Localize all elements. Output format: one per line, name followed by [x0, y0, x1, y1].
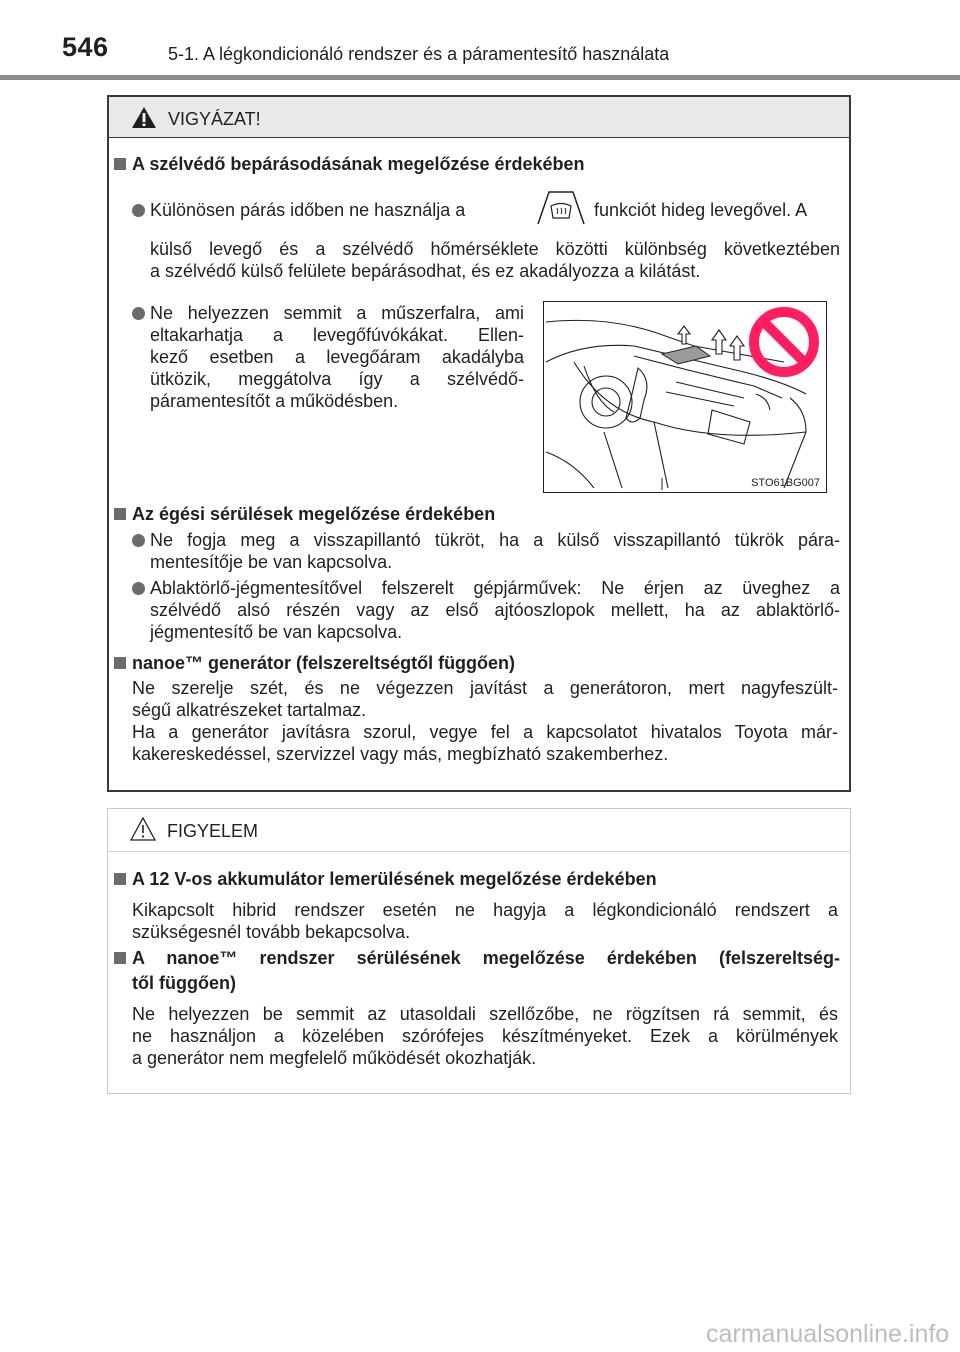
section-marker — [114, 158, 126, 170]
bullet-text: eltakarhatja a levegőfúvókákat. Ellen- — [150, 325, 524, 345]
body-text: a generátor nem megfelelő működését okozhatják. — [132, 1048, 537, 1068]
warning-triangle-icon — [131, 106, 157, 134]
section-marker — [114, 952, 126, 964]
body-text: Ha a generátor javításra szorul, vegye fel a kapcsolatot hivatalos Toyota már- — [132, 722, 838, 742]
body-text: ségű alkatrészeket tartalmaz. — [132, 700, 367, 720]
watermark: carmanualsonline.info — [706, 1320, 950, 1348]
page-header — [0, 0, 960, 80]
section-heading-battery: A 12 V-os akkumulátor lemerülésének megelőzése érdekében — [132, 869, 657, 889]
section-heading-nanoe-damage: től függően) — [132, 973, 236, 993]
windshield-defroster-icon — [533, 188, 589, 233]
body-text: Ne szerelje szét, és ne végezzen javítást a generátoron, mert nagyfeszült- — [132, 678, 838, 698]
notice-title: FIGYELEM — [167, 821, 259, 841]
bullet-text: páramentesítőt a működésben. — [150, 391, 399, 411]
section-heading-burns: Az égési sérülések megelőzése érdekében — [132, 504, 496, 524]
notice-header — [108, 809, 850, 852]
section-heading-nanoe: nanoe™ generátor (felszereltségtől függően) — [132, 653, 516, 673]
bullet-text: Ne helyezzen semmit a műszerfalra, ami — [150, 303, 524, 323]
page-number: 546 — [62, 32, 109, 62]
caution-header — [109, 97, 849, 138]
warning-triangle-icon — [130, 817, 156, 846]
bullet-text: jégmentesítő be van kapcsolva. — [150, 622, 403, 642]
bullet-text: a szélvédő külső felülete bepárásodhat, és ez akadályozza a kilátást. — [150, 261, 701, 281]
section-marker — [114, 657, 126, 669]
bullet-text: Ablaktörlő-jégmentesítővel felszerelt gépjárművek: Ne érjen az üveghez a — [150, 578, 840, 598]
header-rule — [0, 75, 960, 80]
section-heading-nanoe-damage: A nanoe™ rendszer sérülésének megelőzése érdekében (felszereltség- — [132, 948, 840, 968]
prohibition-icon — [754, 312, 814, 372]
figure-code: STO61BG007 — [751, 477, 820, 489]
bullet-text: Ne fogja meg a visszapillantó tükröt, ha a külső visszapillantó tükrök pára- — [150, 530, 840, 550]
bullet-marker — [132, 204, 145, 217]
caution-title: VIGYÁZAT! — [168, 109, 261, 129]
bullet-marker — [132, 582, 145, 595]
body-text: szükségesnél tovább bekapcsolva. — [132, 922, 411, 942]
section-marker — [114, 873, 126, 885]
bullet-text: mentesítője be van kapcsolva. — [150, 552, 393, 572]
body-text: Ne helyezzen be semmit az utasoldali szellőzőbe, ne rögzítsen rá semmit, és — [132, 1004, 838, 1024]
bullet-text: Különösen párás időben ne használja a — [150, 200, 466, 220]
bullet-text: külső levegő és a szélvédő hőmérséklete közötti különbség következtében — [150, 239, 840, 259]
body-text: Kikapcsolt hibrid rendszer esetén ne hagyja a légkondicionáló rendszert a — [132, 900, 838, 920]
bullet-text: ütközik, meggátolva így a szélvédő- — [150, 369, 524, 389]
body-text: ne használjon a közelében szórófejes készítményeket. Ezek a körülmények — [132, 1026, 838, 1046]
chapter-title: 5-1. A légkondicionáló rendszer és a páramentesítő használata — [168, 44, 670, 64]
section-heading-fog: A szélvédő bepárásodásának megelőzése érdekében — [132, 154, 585, 174]
section-marker — [114, 508, 126, 520]
bullet-text: szélvédő alsó részén vagy az első ajtóoszlopok mellett, ha az ablaktörlő- — [150, 600, 840, 620]
bullet-marker — [132, 307, 145, 320]
dashboard-illustration — [543, 301, 827, 493]
body-text: kakereskedéssel, szervizzel vagy más, megbízható szakemberhez. — [132, 744, 669, 764]
bullet-text: kező esetben a levegőáram akadályba — [150, 347, 524, 367]
bullet-text: funkciót hideg levegővel. A — [594, 200, 808, 220]
bullet-marker — [132, 534, 145, 547]
